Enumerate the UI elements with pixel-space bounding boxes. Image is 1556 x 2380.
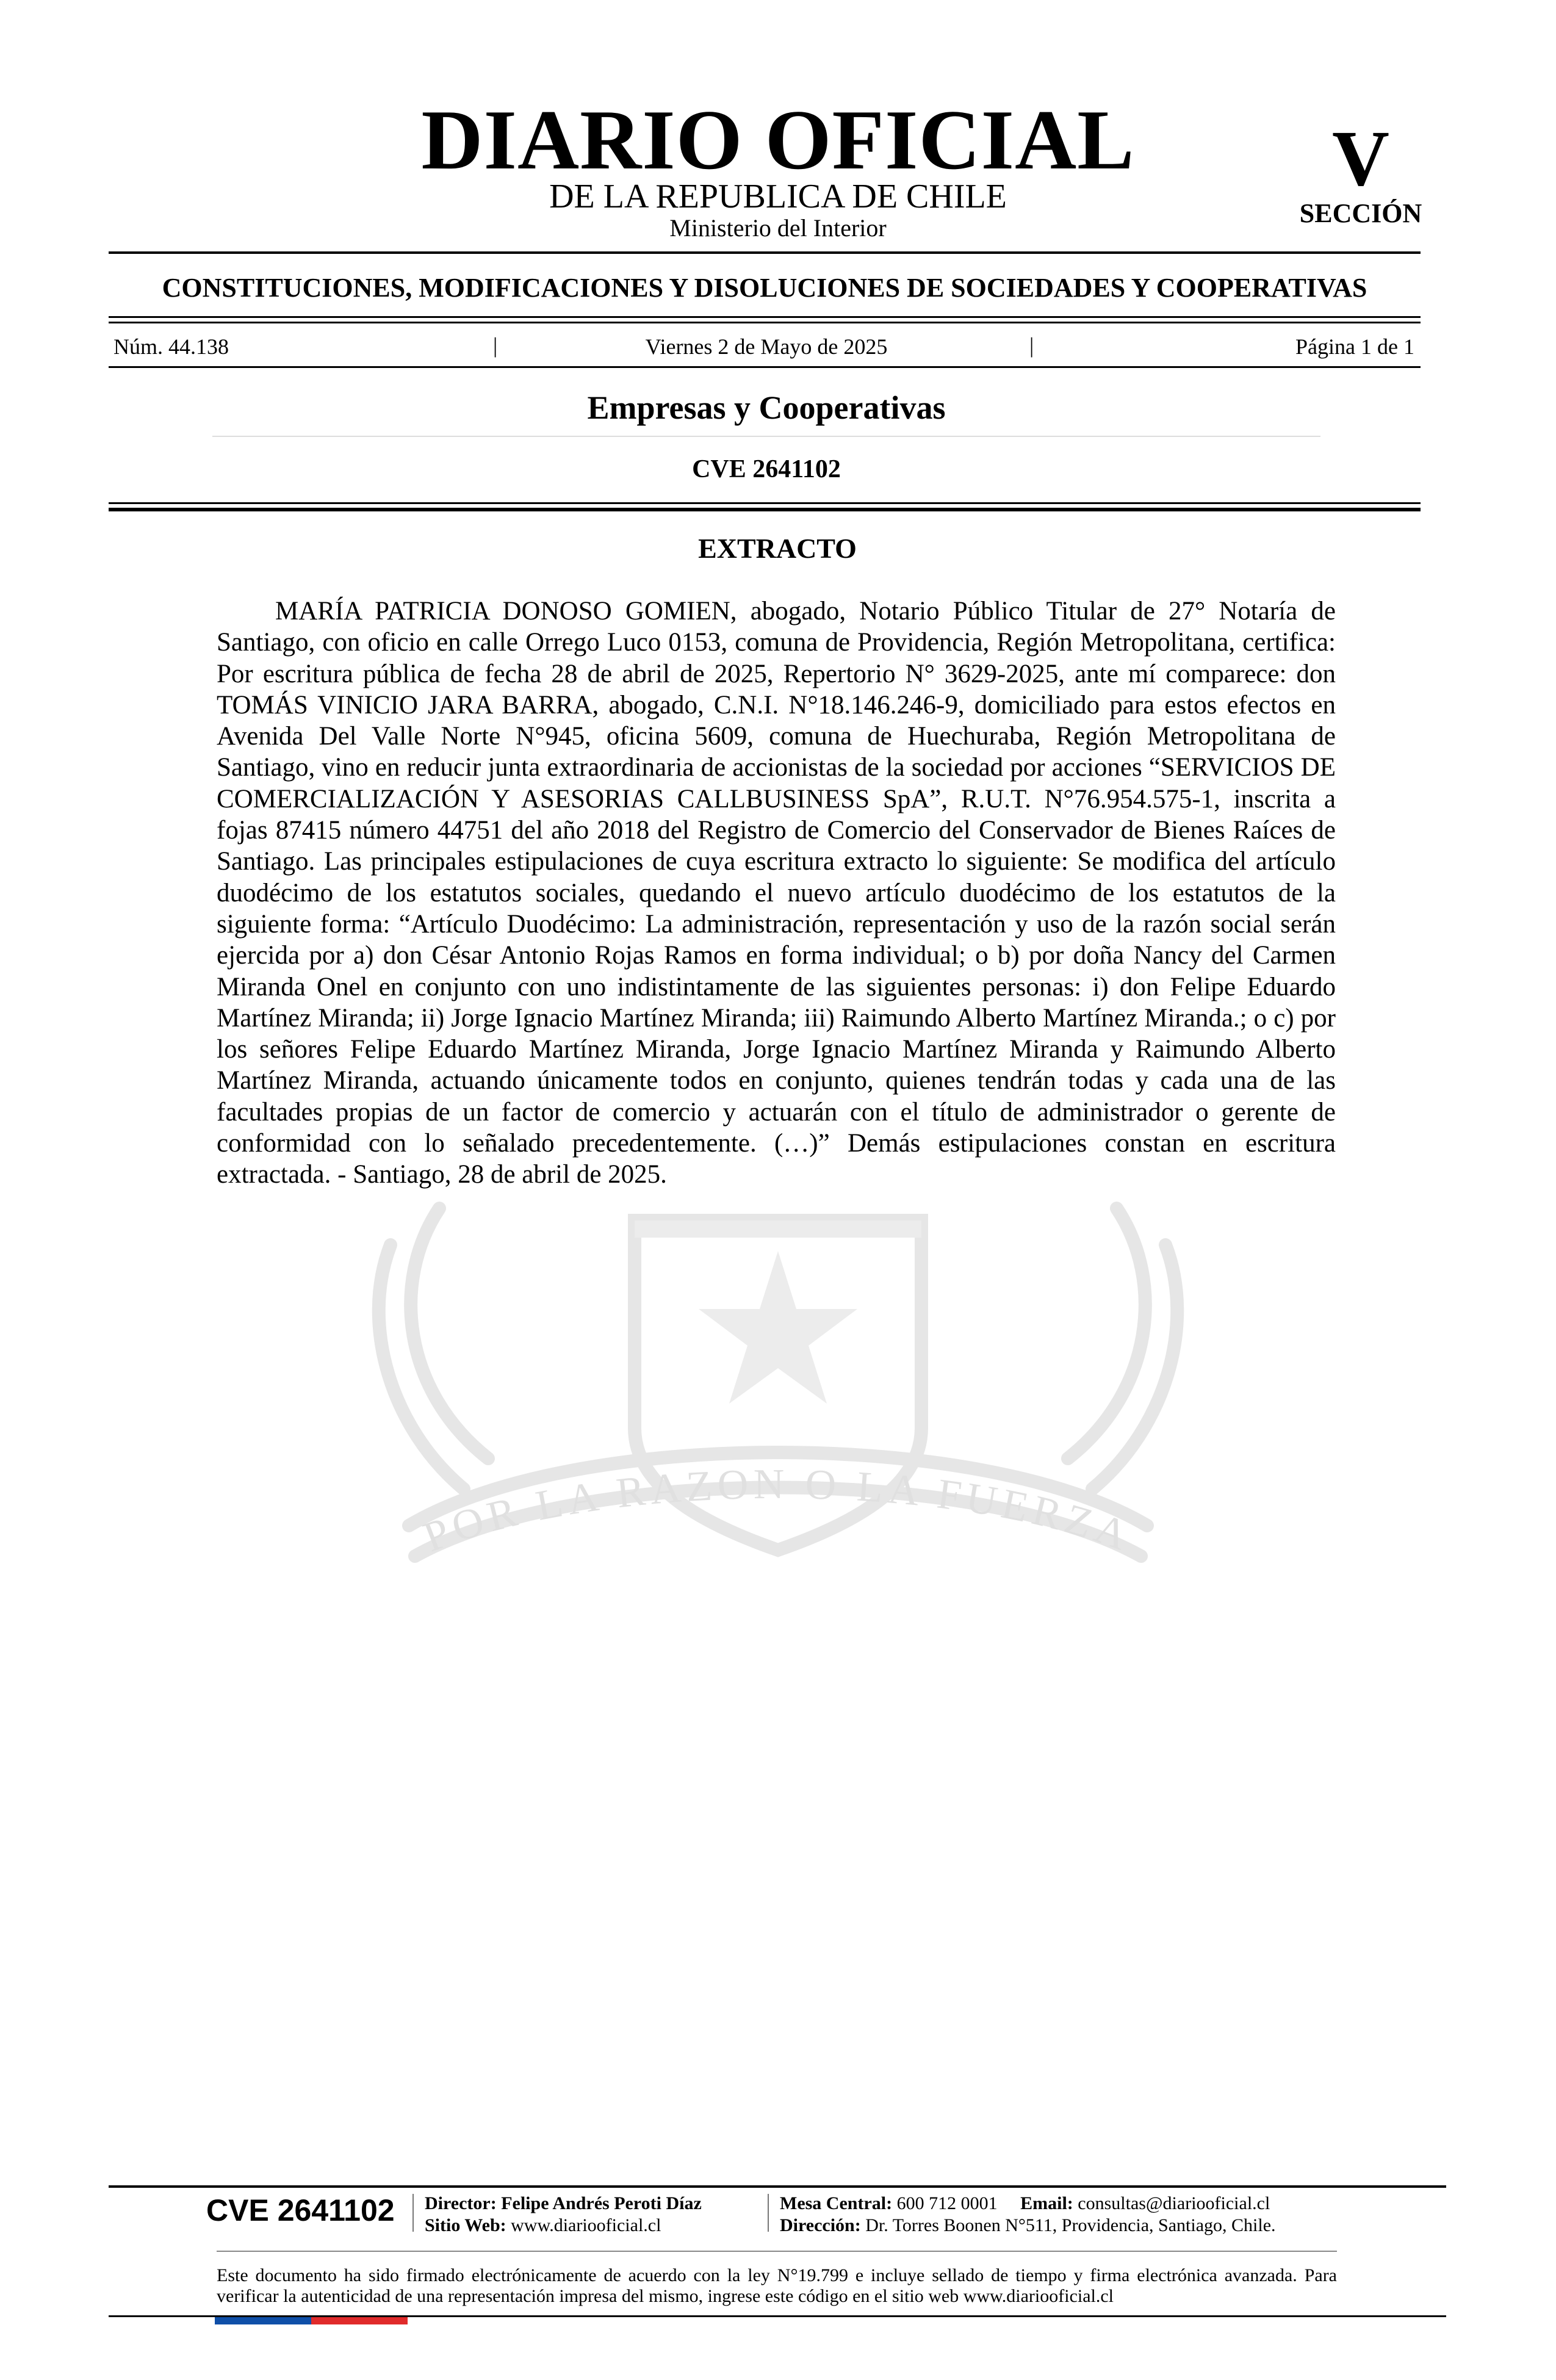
footer-cve-code: CVE 2641102 <box>206 2193 395 2227</box>
extract-body: MARÍA PATRICIA DONOSO GOMIEN, abogado, Notario Público Titular de 27° Notaría de Santiago, con oficio en calle Orrego Luco 0153, comuna de Providencia, Región Metropolitana, certifica: Por escritura pública de fecha 28 de abril de 2025, Repertorio N° 3629-2025, ante mí comparece: don TOMÁS VINICIO JARA BARRA, abogado, C.N.I. N°18.146.246-9, domiciliado para estos efectos en Avenida Del Valle Norte N°945, oficina 5609, comuna de Huechuraba, Región Metropolitana de Santiago, vino en reducir junta extraordinaria de accionistas de la sociedad por acciones “SERVICIOS DE COMERCIALIZACIÓN Y ASESORIAS CALLBUSINESS SpA”, R.U.T. N°76.954.575-1, inscrita a fojas 87415 número 44751 del año 2018 del Registro de Comercio del Conservador de Bienes Raíces de Santiago. Las principales estipulaciones de cuya escritura extracto lo siguiente: Se modifica del artículo duodécimo de los estatutos sociales, quedando el nuevo artículo duodécimo de los estatutos de la siguiente forma: “Artículo Duodécimo: La administración, representación y uso de la razón social serán ejercida por a) don César Antonio Rojas Ramos en forma individual; o b) por doña Nancy del Carmen Miranda Onel en conjunto con uno indistintamente de las siguientes personas: i) don Felipe Eduardo Martínez Miranda; ii) Jorge Ignacio Martínez Miranda; iii) Raimundo Alberto Martínez Miranda.; o c) por los señores Felipe Eduardo Martínez Miranda, Jorge Ignacio Martínez Miranda y Raimundo Alberto Martínez Miranda, actuando únicamente todos en conjunto, quienes tendrán todas y cada una de las facultades propias de un factor de comercio y actuarán con el título de administrador o gerente de conformidad con lo señalado precedentemente. (…)” Demás estipulaciones constan en escritura extractada. - Santiago, 28 de abril de 2025. <box>217 597 1336 1189</box>
footer-website <box>425 2215 661 2236</box>
issue-separator: | <box>1029 333 1034 358</box>
issue-date: Viernes 2 de Mayo de 2025 <box>645 334 888 359</box>
website-label: Sitio Web: <box>425 2215 506 2235</box>
issue-rule <box>109 366 1421 368</box>
footer-rule-mid <box>217 2251 1337 2252</box>
subject-title: Empresas y Cooperativas <box>587 389 946 426</box>
website-link[interactable]: www.diariooficial.cl <box>511 2215 661 2235</box>
footer-divider <box>768 2194 769 2232</box>
issue-page: Página 1 de 1 <box>1295 334 1414 359</box>
header-rule-top <box>109 251 1421 254</box>
footer-rule-top <box>109 2185 1446 2188</box>
email-link[interactable]: consultas@diariooficial.cl <box>1078 2193 1270 2213</box>
cve-code: CVE 2641102 <box>692 455 841 483</box>
subject-rule <box>212 436 1320 437</box>
footer-divider <box>412 2194 414 2232</box>
email-label: Email: <box>1020 2193 1073 2213</box>
flag-stripe-red <box>311 2317 408 2324</box>
issue-number: Núm. 44.138 <box>113 334 229 359</box>
mesa-label: Mesa Central: <box>780 2193 893 2213</box>
footer-address <box>780 2215 1276 2236</box>
section-word: SECCIÓN <box>1299 198 1422 228</box>
footer-contact <box>780 2193 1270 2214</box>
seal-motto: POR LA RAZON O LA FUERZA <box>417 1460 1139 1562</box>
address-label: Dirección: <box>780 2215 861 2235</box>
masthead-ministry: Ministerio del Interior <box>669 214 887 242</box>
cve-rule-1 <box>109 502 1421 504</box>
cve-rule-2 <box>109 508 1421 511</box>
coat-of-arms-watermark <box>207 1172 1349 1660</box>
masthead-subtitle: DE LA REPUBLICA DE CHILE <box>549 178 1007 215</box>
footer-legal-notice: Este documento ha sido firmado electrónicamente de acuerdo con la ley N°19.799 e incluye sellado de tiempo y firma electrónica avanzada. Para verificar la autenticidad de una representación impresa del mismo, ingrese este código en el sitio web www.diariooficial.cl <box>217 2265 1337 2306</box>
extract-heading: EXTRACTO <box>698 533 857 564</box>
category-rule-1 <box>109 316 1421 318</box>
address-value: Dr. Torres Boonen N°511, Providencia, Santiago, Chile. <box>865 2215 1276 2235</box>
director-name: Felipe Andrés Peroti Díaz <box>501 2193 702 2213</box>
category-rule-2 <box>109 322 1421 323</box>
category-heading: CONSTITUCIONES, MODIFICACIONES Y DISOLUCIONES DE SOCIEDADES Y COOPERATIVAS <box>162 273 1367 303</box>
footer-director <box>425 2193 702 2214</box>
mesa-phone: 600 712 0001 <box>896 2193 998 2213</box>
director-label: Director: <box>425 2193 497 2213</box>
masthead-title: DIARIO OFICIAL <box>421 93 1135 187</box>
issue-separator: | <box>493 333 498 358</box>
section-letter: V <box>1332 115 1389 203</box>
flag-stripe-blue <box>215 2317 311 2324</box>
